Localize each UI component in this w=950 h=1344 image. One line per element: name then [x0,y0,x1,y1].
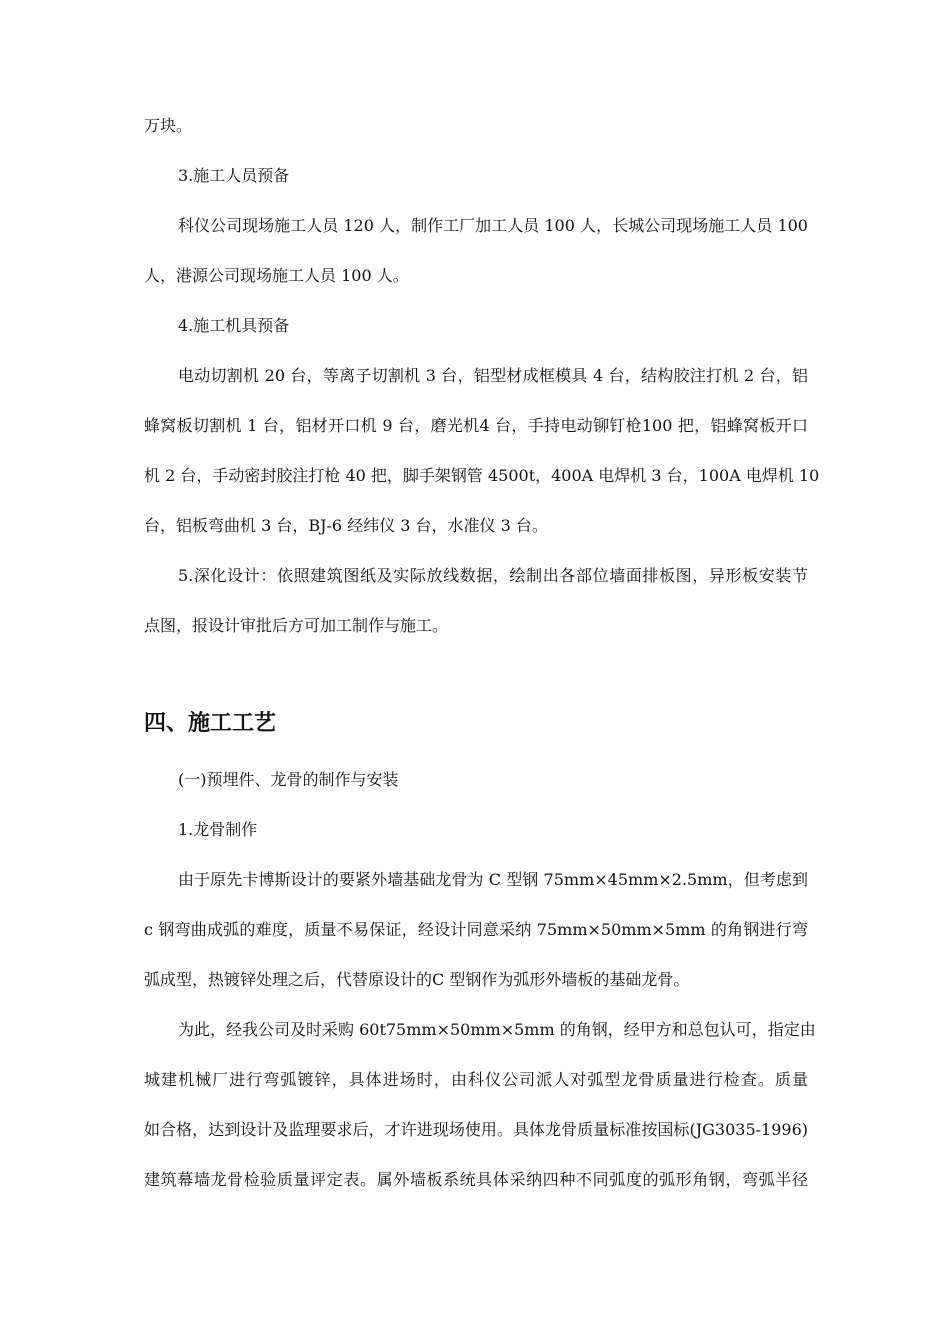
paragraph-line: 如合格，达到设计及监理要求后，才许进现场使用。具体龙骨质量标准按国标(JG3035-1996) [144,1120,808,1139]
paragraph-line: 城建机械厂进行弯弧镀锌，具体进场时，由科仪公司派人对弧型龙骨质量进行检查。质量 [144,1070,808,1089]
paragraph-line: 蜂窝板切割机 1 台，铝材开口机 9 台，磨光机4 台，手持电动铆钉枪100 把，铝蜂窝板开口 [144,416,808,435]
paragraph-line: c 钢弯曲成弧的难度，质量不易保证，经设计同意采纳 75mm×50mm×5mm 的角钢进行弯 [144,920,808,939]
paragraph-line: 万块。 [144,116,193,135]
paragraph-line: 5.深化设计：依照建筑图纸及实际放线数据，绘制出各部位墙面排板图，异形板安装节 [178,566,808,585]
subheading-keel-fabrication: 1.龙骨制作 [178,820,258,839]
paragraph-line: 弧成型，热镀锌处理之后，代替原设计的C 型钢作为弧形外墙板的基础龙骨。 [144,970,690,989]
paragraph-line: 台，铝板弯曲机 3 台，BJ-6 经纬仪 3 台，水准仪 3 台。 [144,516,548,535]
section-heading: 四、施工工艺 [144,711,277,736]
paragraph-line: 为此，经我公司及时采购 60t75mm×50mm×5mm 的角钢，经甲方和总包认可，指定由 [178,1020,816,1039]
subheading-personnel: 3.施工人员预备 [178,166,290,185]
paragraph-line: 机 2 台，手动密封胶注打枪 40 把，脚手架钢管 4500t，400A 电焊机 3 台，100A 电焊机 10 [144,466,820,485]
paragraph-line: 由于原先卡博斯设计的要紧外墙基础龙骨为 C 型钢 75mm×45mm×2.5mm，但考虑到 [178,870,808,889]
paragraph-line: 电动切割机 20 台，等离子切割机 3 台，铝型材成框模具 4 台，结构胶注打机 2 台，铝 [178,366,808,385]
paragraph-line: 科仪公司现场施工人员 120 人，制作工厂加工人员 100 人，长城公司现场施工人员 100 [178,216,808,235]
subsection-heading: (一)预埋件、龙骨的制作与安装 [178,770,399,789]
paragraph-line: 人，港源公司现场施工人员 100 人。 [144,266,409,285]
subheading-machinery: 4.施工机具预备 [178,316,290,335]
paragraph-line: 建筑幕墙龙骨检验质量评定表。属外墙板系统具体采纳四种不同弧度的弧形角钢，弯弧半径 [144,1170,808,1189]
paragraph-line: 点图，报设计审批后方可加工制作与施工。 [144,616,449,635]
